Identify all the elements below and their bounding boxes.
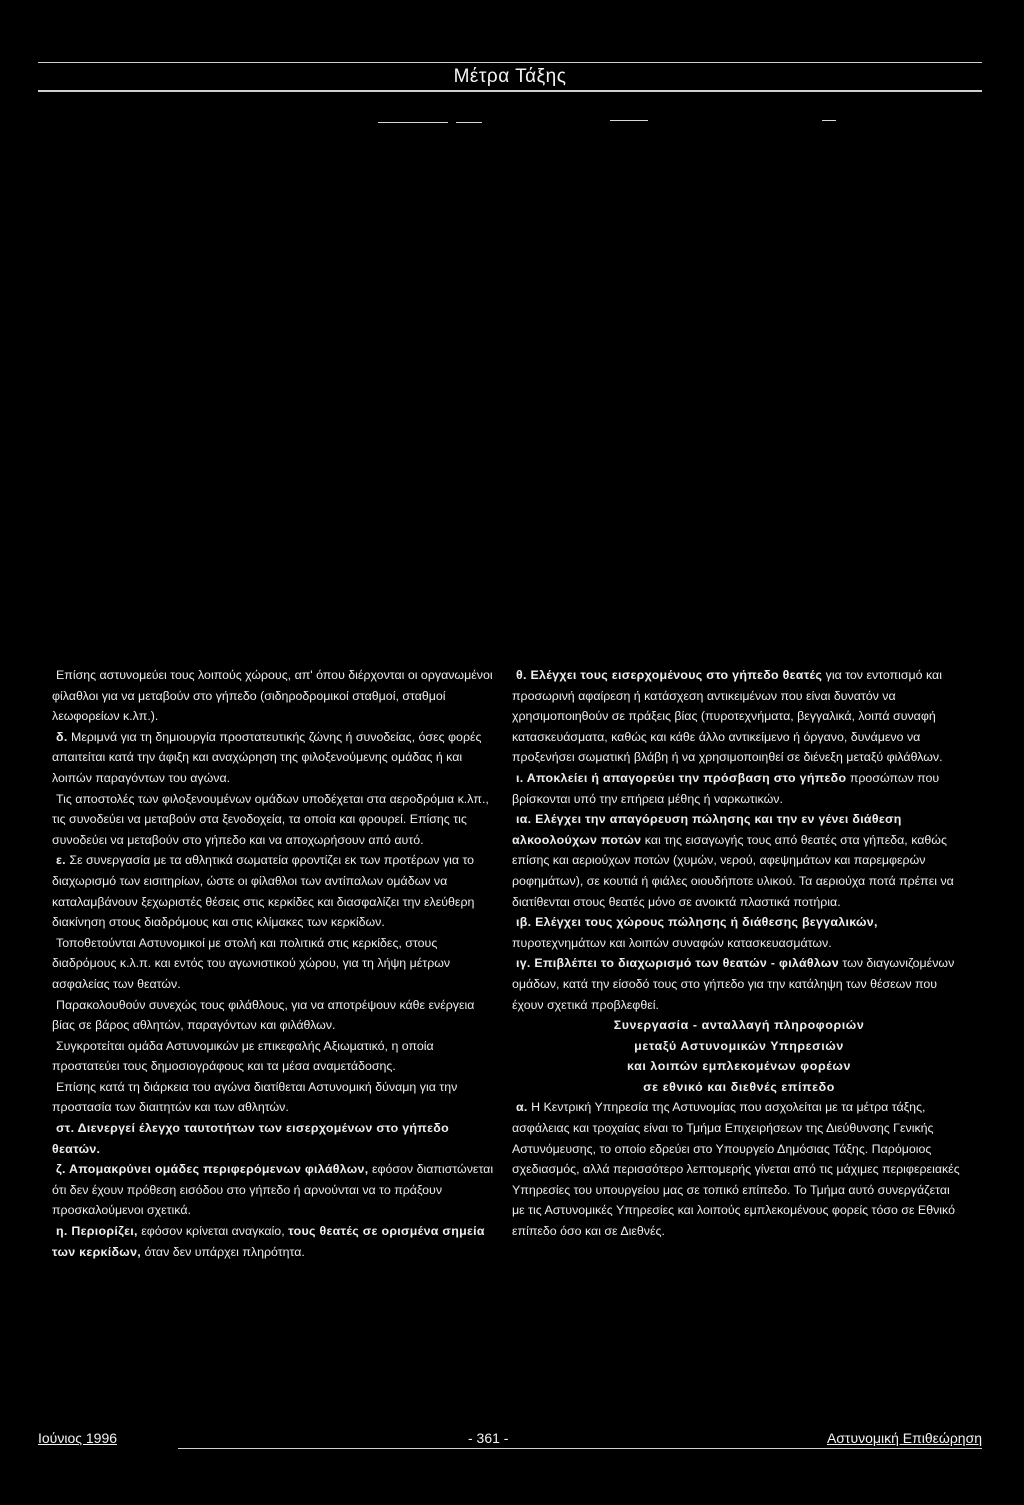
item-text: Μεριμνά για τη δημιουργία προστατευτικής ζώνης ή συνοδείας, όσες φορές απαιτείται κατά την άφιξη και αναχώρηση της φιλοξενούμενης ομάδας ή και λοιπών παραγόντων του αγώνα. <box>52 729 482 785</box>
paragraph: Επίσης κατά τη διάρκεια του αγώνα διατίθεται Αστυνομική δύναμη για την προστασία των διαιτητών και των αθλητών. <box>52 1079 458 1115</box>
paragraph <box>512 953 962 1015</box>
item-text: προσώπων που βρίσκονται υπό την επήρεια μέθης ή ναρκωτικών. <box>512 770 940 806</box>
left-column <box>52 665 500 1262</box>
item-heading: ζ. Απομακρύνει ομάδες περιφερόμενων φιλάθλων, <box>56 1162 369 1177</box>
paragraph: Τις αποστολές των φιλοξενουμένων ομάδων υποδέχεται στα αεροδρόμια κ.λπ., τις συνοδεύει να μεταβούν στα ξενοδοχεία, τα οποία και φρουρεί. Επίσης τις συνοδεύει να μεταβούν στο γήπεδο και να αποχωρήσουν από αυτό. <box>52 791 489 847</box>
item-label: ε. <box>56 853 66 868</box>
photo-artifact-line <box>610 120 648 121</box>
header-rule-top <box>38 62 982 63</box>
item-text: όταν δεν υπάρχει πληρότητα. <box>144 1244 305 1259</box>
item-heading: θ. Ελέγχει τους εισερχομένους στο γήπεδο θεατές <box>516 668 823 682</box>
item-heading: ι. Αποκλείει ή απαγορεύει την πρόσβαση στο γήπεδο <box>516 770 847 785</box>
paragraph <box>52 727 500 789</box>
page-footer <box>38 1430 982 1454</box>
section-heading-line: και λοιπών εμπλεκομένων φορέων <box>627 1059 851 1074</box>
paragraph: Παρακολουθούν συνεχώς τους φιλάθλους, για να αποτρέψουν κάθε ενέργεια βίας σε βάρος αθλητών, παραγόντων και φιλάθλων. <box>52 997 475 1033</box>
item-text: πυροτεχνημάτων και λοιπών συναφών κατασκευασμάτων. <box>512 935 832 950</box>
item-label: α. <box>516 1100 528 1115</box>
item-text: των διαγωνιζομένων ομάδων, κατά την είσοδό τους στο γήπεδο για την κατάληψη των θέσεων που έχουν σχετικά προβλεφθεί. <box>512 956 955 1012</box>
photo-area <box>38 100 982 660</box>
item-heading: τους θεατές σε ορισμένα σημεία των κερκίδων, <box>52 1224 485 1259</box>
section-heading-line: Συνεργασία - ανταλλαγή πληροφοριών <box>613 1018 865 1033</box>
right-column <box>512 665 962 1242</box>
footer-rule <box>178 1448 982 1449</box>
paragraph: Τοποθετούνται Αστυνομικοί με στολή και πολιτικά στις κερκίδες, στους διαδρόμους κ.λ.π. και εντός του αγωνιστικού χώρου, για τη λήψη μέτρων ασφαλείας των θεατών. <box>52 935 451 991</box>
item-text: Η Κεντρική Υπηρεσία της Αστυνομίας που ασχολείται με τα μέτρα τάξης, ασφάλειας και τροχαίας είναι το Τμήμα Επιχειρήσεων της Διεύθυνσης Γενικής Αστυνόμευσης, το οποίο εδρεύει στο Υπουργείο Δημόσιας Τάξης. Παρόμοιος σχεδιασμός, αλλά περισσότερο λεπτομερής γίνεται από τις μάχιμες περιφερειακές Υπηρεσίες του υπουργείου μας σε τοπικό επίπεδο. Το Τμήμα αυτό συνεργάζεται με τις Αστυνομικές Υπηρεσίες και λοιπούς εμπλεκομένους φορείς τόσο σε Εθνικό επίπεδο όσο και σε Διεθνές. <box>512 1100 960 1239</box>
header-rule-bottom <box>38 90 982 92</box>
item-heading: η. Περιορίζει, <box>56 1224 138 1239</box>
paragraph <box>512 665 962 768</box>
page-title: Μέτρα Τάξης <box>453 66 567 87</box>
magazine-name: Αστυνομική Επιθεώρηση <box>826 1430 982 1446</box>
paragraph <box>52 850 500 932</box>
item-text: εφόσον διαπιστώνεται ότι δεν έχουν πρόθεση εισόδου στο γήπεδο ή αρνούνται να το πράξουν προσκαλούμενοι σχετικά. <box>52 1162 494 1218</box>
item-heading: ιγ. Επιβλέπει το διαχωρισμό των θεατών - φιλάθλων <box>516 956 839 971</box>
running-header <box>38 62 982 92</box>
page-number: - 361 - <box>468 1430 509 1446</box>
item-heading: ιβ. Ελέγχει τους χώρους πώλησης ή διάθεσης βεγγαλικών, <box>516 915 878 930</box>
paragraph: Συγκροτείται ομάδα Αστυνομικών με επικεφαλής Αξιωματικό, η οποία προστατεύει τους δημοσιογράφους και τα μέσα αναμετάδοσης. <box>52 1038 434 1074</box>
issue-date: Ιούνιος 1996 <box>38 1430 118 1446</box>
paragraph <box>512 912 962 953</box>
paragraph <box>52 1159 500 1221</box>
item-text: εφόσον κρίνεται αναγκαίο, <box>141 1224 285 1239</box>
photo-artifact-line <box>378 122 448 123</box>
photo-artifact-line <box>822 120 836 121</box>
paragraph: στ. Διενεργεί έλεγχο ταυτοτήτων των εισερχομένων στο γήπεδο θεατών. <box>52 1121 449 1156</box>
item-text: και της εισαγωγής τους από θεατές στα γήπεδα, καθώς επίσης και αεριούχων ποτών (χυμών, νερού, αφεψημάτων και παρεμφερών ροφημάτων), σε κουτιά ή φιάλες οιουδήποτε υλικού. Τα αεριούχα ποτά πρέπει να διατίθενται στους θεατές μόνο σε ανοικτά πλαστικά ποτήρια. <box>512 832 954 909</box>
item-heading: ια. Ελέγχει την απαγόρευση πώλησης και την εν γένει διάθεση αλκοολούχων ποτών <box>512 812 902 847</box>
section-heading <box>512 1015 962 1097</box>
section-heading-line: σε εθνικό και διεθνές επίπεδο <box>643 1079 835 1094</box>
paragraph <box>512 809 962 912</box>
item-text: Σε συνεργασία με τα αθλητικά σωματεία φροντίζει εκ των προτέρων για το διαχωρισμό των εισιτηρίων, ώστε οι φίλαθλοι των αντίπαλων ομάδων να καταλαμβάνουν ξεχωριστές θέσεις στις κερκίδες και διασφαλίζει την ελεύθερη διακίνηση στους διαδρόμους και στις κλίμακες των κερκίδων. <box>52 853 475 930</box>
paragraph <box>512 1097 962 1241</box>
paragraph <box>52 1221 500 1262</box>
item-label: δ. <box>56 729 68 744</box>
photo-artifact-line <box>456 122 482 123</box>
section-heading-line: μεταξύ Αστυνομικών Υπηρεσιών <box>634 1038 844 1053</box>
item-text: για τον εντοπισμό και προσωρινή αφαίρεση ή κατάσχεση αντικειμένων που είναι δυνατόν να χρησιμοποιηθούν σε πράξεις βίας (πυροτεχνήματα, βεγγαλικά, λοιπά συναφή κατασκευάσματα, καθώς και κάθε άλλο αντικείμενο ή όργανο, δυνάμενο να προξενήσει σωματική βλάβη ή να χρησιμοποιηθεί σε διένεξη μεταξύ φιλάθλων. <box>512 668 943 765</box>
paragraph: Επίσης αστυνομεύει τους λοιπούς χώρους, απ' όπου διέρχονται οι οργανωμένοι φίλαθλοι για να μεταβούν στο γήπεδο (σιδηροδρομικοί σταθμοί, σταθμοί λεωφορείων κ.λπ.). <box>52 668 493 724</box>
paragraph <box>512 768 962 809</box>
